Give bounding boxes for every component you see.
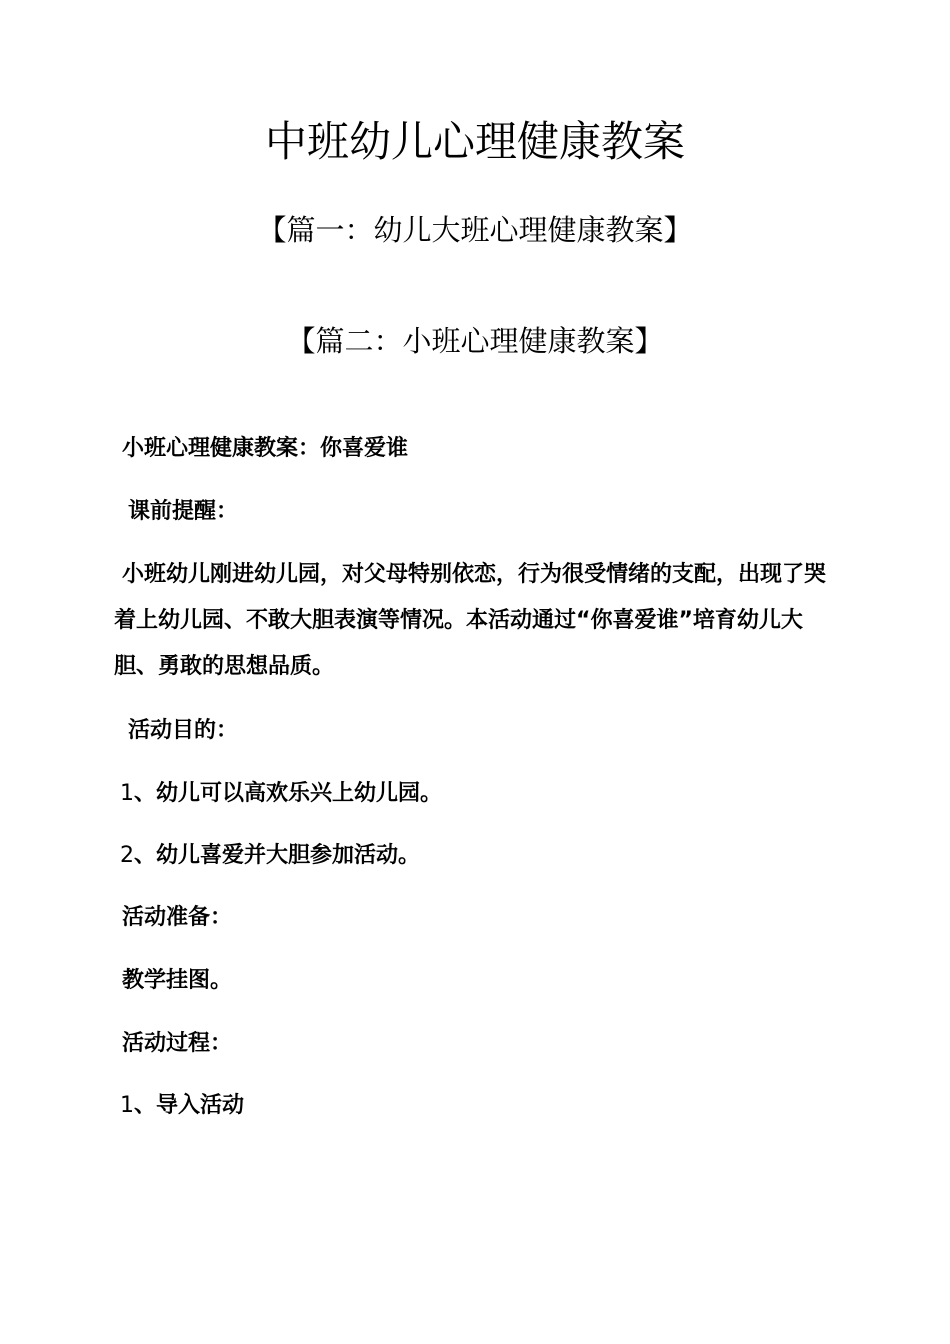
goal-text: 、幼儿可以高欢乐兴上幼儿园。 — [134, 781, 443, 806]
preparation-text: 教学挂图。 — [122, 968, 233, 993]
reminder-text: 小班幼儿刚进幼儿园，对父母特别依恋，行为很受情绪的支配，出现了哭着上幼儿园、不敢大胆表演等情况。本活动通过“你喜爱谁”培育幼儿大胆、勇敢的思想品质。 — [114, 562, 827, 679]
process-step-number: 1 — [120, 1093, 134, 1118]
reminder-label: 课前提醒： — [128, 499, 239, 524]
lesson-heading: 小班心理健康教案：你喜爱谁 — [122, 436, 409, 461]
process-label: 活动过程： — [122, 1031, 233, 1056]
goal-text: 、幼儿喜爱并大胆参加活动。 — [134, 843, 421, 868]
goal-item — [120, 833, 420, 879]
document-title: 中班幼儿心理健康教案 — [264, 117, 685, 166]
preparation-label: 活动准备： — [122, 905, 233, 930]
process-step — [120, 1083, 244, 1129]
goal-number: 2 — [120, 843, 134, 868]
section-heading-2: 【篇二：小班心理健康教案】 — [286, 324, 664, 358]
goal-number: 1 — [120, 781, 134, 806]
goal-item — [120, 771, 442, 817]
section-heading-1: 【篇一：幼儿大班心理健康教案】 — [257, 213, 693, 247]
process-step-text: 、导入活动 — [134, 1093, 245, 1118]
goals-label: 活动目的： — [128, 718, 239, 743]
